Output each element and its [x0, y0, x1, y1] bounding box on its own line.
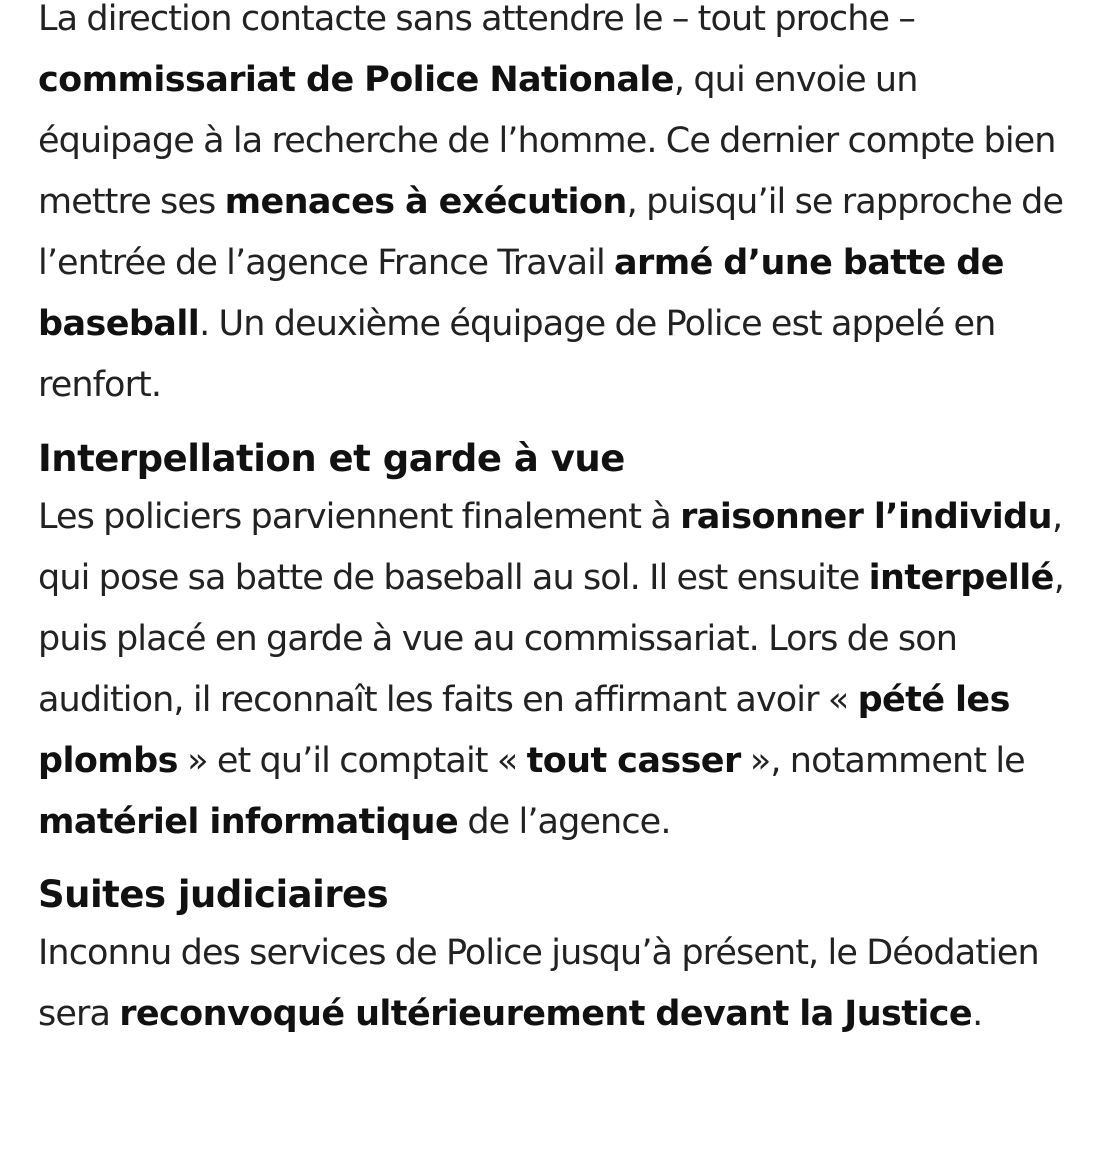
text-segment: . Un deuxième équipage de Police est appelé en renfort.: [38, 304, 996, 405]
paragraph-interpellation: [38, 487, 1078, 853]
section-heading-interpellation: Interpellation et garde à vue: [38, 437, 625, 480]
bold-raisonner: raisonner l’individu: [680, 497, 1052, 537]
text-segment: , puis placé en garde à vue au commissariat. Lors de son audition, il reconnaît les faits en affirmant avoir «: [38, 558, 1065, 720]
text-segment: », notamment le: [740, 741, 1025, 781]
bold-menaces: menaces à exécution: [224, 182, 627, 222]
bold-batte: armé d’une batte de baseball: [38, 243, 1004, 344]
text-segment: Inconnu des services de Police jusqu’à présent, le Déodatien sera: [38, 933, 1039, 1034]
bold-commissariat: commissariat de Police Nationale: [38, 60, 674, 100]
bold-reconvoque: reconvoqué ultérieurement devant la Justice: [119, 994, 973, 1034]
paragraph-police-alert: [38, 0, 1078, 416]
text-segment: , qui envoie un équipage à la recherche de l’homme. Ce dernier compte bien mettre ses: [38, 60, 1056, 222]
text-segment: Les policiers parviennent finalement à: [38, 497, 681, 537]
text-segment: » et qu’il comptait «: [177, 741, 527, 781]
section-heading-suites: Suites judiciaires: [38, 873, 389, 916]
bold-materiel: matériel informatique: [38, 802, 459, 842]
bold-tout-casser: tout casser: [526, 741, 741, 781]
article-body: [38, 0, 1078, 1045]
text-segment: , puisqu’il se rapproche de l’entrée de l’agence France Travail: [38, 182, 1064, 283]
bold-pete-les-plombs: pété les plombs: [38, 680, 1010, 781]
text-segment: , qui pose sa batte de baseball au sol. Il est ensuite: [38, 497, 1063, 598]
bold-interpelle: interpellé: [868, 558, 1054, 598]
paragraph-suites: [38, 923, 1078, 1045]
text-segment: La direction contacte sans attendre le – tout proche –: [38, 0, 915, 39]
text-segment: de l’agence.: [458, 802, 671, 842]
text-segment: .: [972, 994, 983, 1034]
